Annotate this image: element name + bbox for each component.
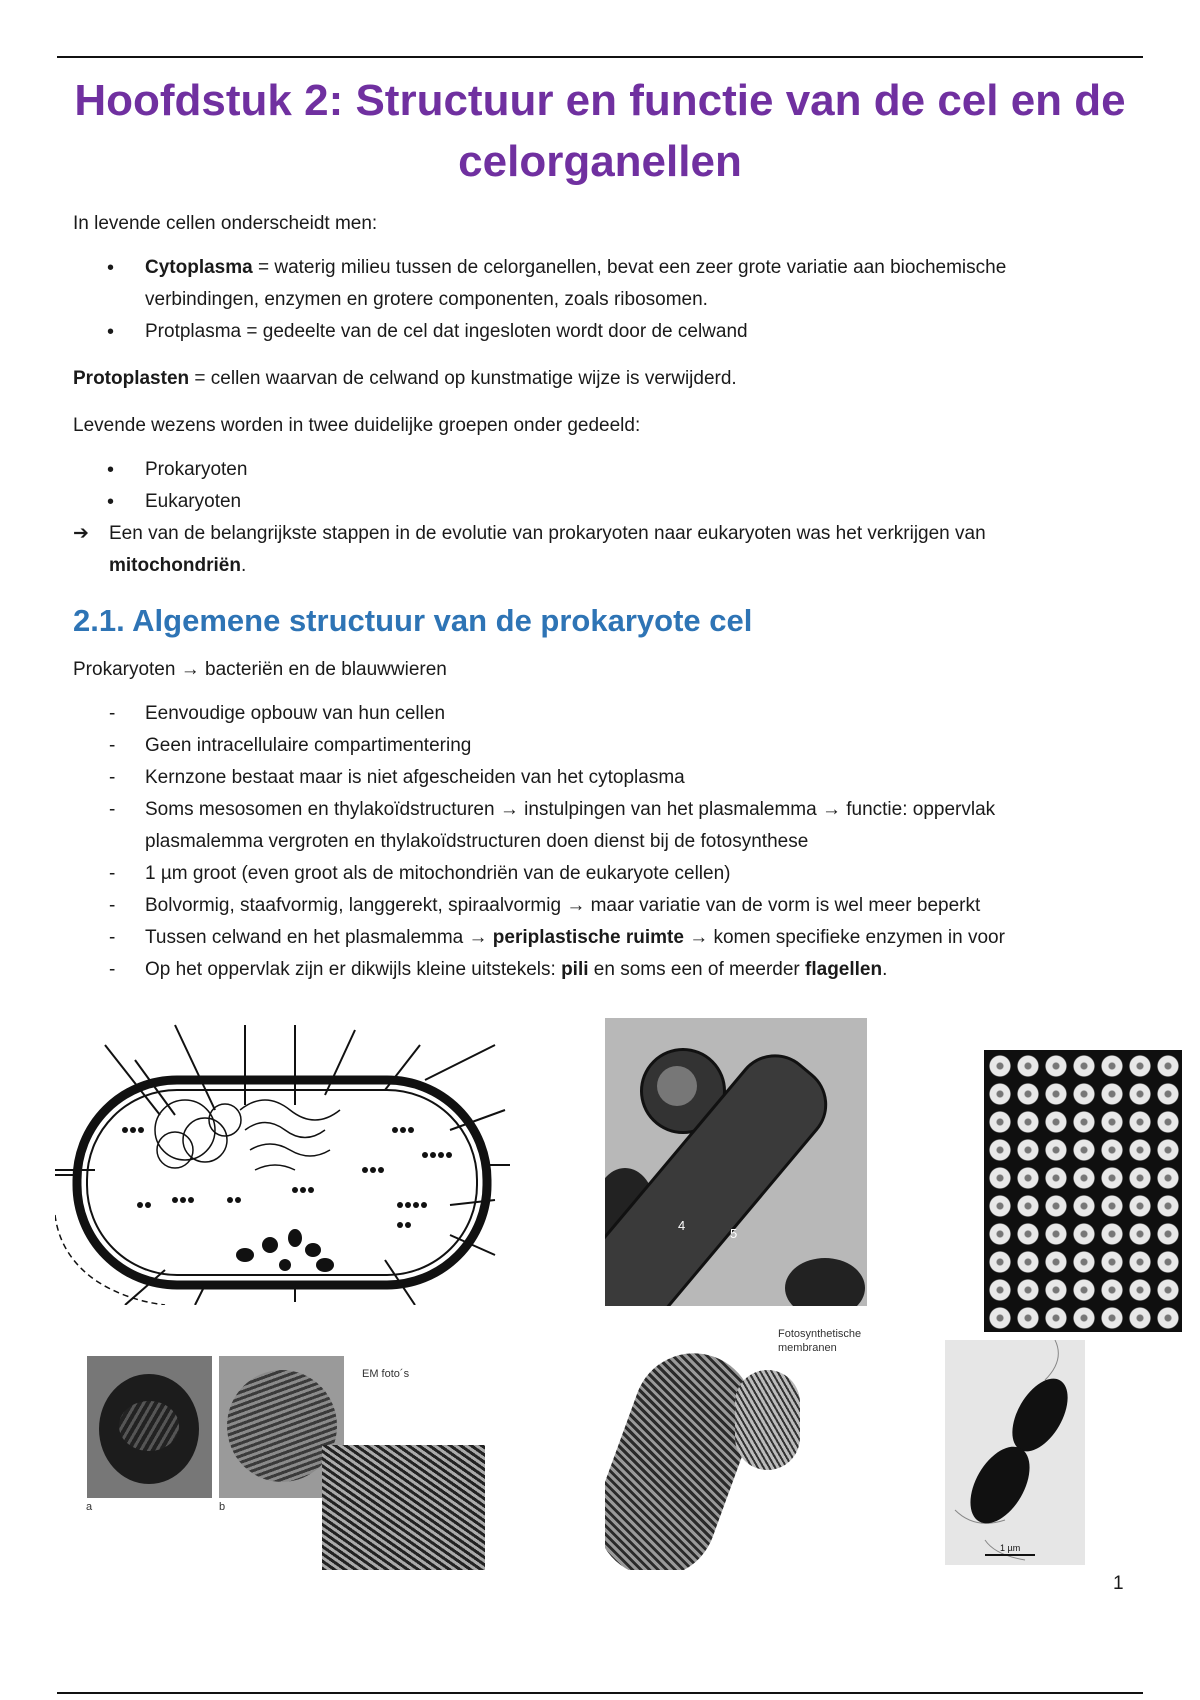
list-item: - Geen intracellulaire compartimentering xyxy=(73,730,1073,762)
list-item xyxy=(73,252,1073,316)
label-a: a xyxy=(86,1501,93,1513)
list-item: • Eukaryoten xyxy=(73,486,1073,518)
top-rule xyxy=(57,56,1143,58)
list-item: - Bolvormig, staafvormig, langgerekt, spiraalvormig → maar variatie van de vorm is wel meer beperkt xyxy=(73,890,1073,922)
text: Op het oppervlak zijn er dikwijls kleine uitstekels: xyxy=(145,959,562,980)
list-item: - Eenvoudige opbouw van hun cellen xyxy=(73,698,1073,730)
list-item xyxy=(73,316,1073,348)
prokaryote-cell-diagram xyxy=(55,1020,515,1305)
label-5: 5 xyxy=(730,1226,738,1241)
em-photo-rod-bacteria xyxy=(605,1018,867,1306)
em-photos-label: EM foto´s xyxy=(362,1368,410,1380)
evolution-note xyxy=(73,518,1073,582)
list-item xyxy=(73,954,1073,986)
list-item: - 1 µm groot (even groot als de mitochondriën van de eukaryote cellen) xyxy=(73,858,1073,890)
definition: = waterig milieu tussen de celorganellen, bevat een zeer grote variatie aan biochemische verbindingen, enzymen en grotere componenten, zoals ribosomen. xyxy=(145,257,1007,310)
page-number: 1 xyxy=(1113,1573,1124,1594)
arrow-icon: ➔ xyxy=(73,523,89,544)
cell-parts-list xyxy=(73,252,1073,348)
em-photo-c xyxy=(322,1445,485,1570)
list-item: - Soms mesosomen en thylakoïdstructuren → instulpingen van het plasmalemma → functie: oppervlak plasmalemma vergroten en thylakoïdstructuren doen dienst bij de fotosynthese xyxy=(73,794,1073,858)
list-item: • Prokaryoten xyxy=(73,454,1073,486)
section-intro: Prokaryoten → bacteriën en de blauwwieren xyxy=(73,659,447,680)
groups-list xyxy=(73,454,1073,518)
document-body xyxy=(73,208,1073,986)
prokaryote-features-list xyxy=(73,698,1073,986)
section-heading: 2.1. Algemene structuur van de prokaryote cel xyxy=(73,603,753,638)
term-protoplasten: Protoplasten xyxy=(73,368,190,389)
page-title: Hoofdstuk 2: Structuur en functie van de cel en de celorganellen xyxy=(74,76,1126,186)
definition: Protplasma = gedeelte van de cel dat ingesloten wordt door de celwand xyxy=(145,321,748,342)
em-photo-flagellated-bacterium xyxy=(945,1340,1085,1565)
term-pili: pili xyxy=(561,959,589,980)
punctuation: . xyxy=(240,555,247,576)
intro-text: In levende cellen onderscheidt men: xyxy=(73,213,378,234)
text: Tussen celwand en het plasmalemma → xyxy=(145,927,493,948)
term-periplastische-ruimte: periplastische ruimte xyxy=(492,927,684,948)
term-mitochondrien: mitochondriën xyxy=(109,555,241,576)
term-flagellen: flagellen xyxy=(805,959,883,980)
scale-bar-label: 1 µm xyxy=(1000,1543,1021,1553)
em-photo-cocci xyxy=(984,1050,1182,1332)
list-item xyxy=(73,922,1073,954)
em-photo-photosynthetic-membranes xyxy=(605,1310,800,1570)
term-cytoplasma: Cytoplasma xyxy=(145,257,253,278)
groups-intro: Levende wezens worden in twee duidelijke groepen onder gedeeld: xyxy=(73,415,641,436)
text: en soms een of meerder xyxy=(588,959,806,980)
bottom-rule xyxy=(57,1692,1143,1694)
definition: = cellen waarvan de celwand op kunstmatige wijze is verwijderd. xyxy=(189,368,737,389)
em-photo-a xyxy=(87,1356,212,1498)
photosynthetic-membranes-label: Fotosynthetische membranen xyxy=(778,1328,862,1354)
text: . xyxy=(882,959,888,980)
protoplasten-paragraph xyxy=(73,363,1073,395)
text: → komen specifieke enzymen in voor xyxy=(683,927,1005,948)
label-4: 4 xyxy=(678,1218,686,1233)
note-text: Een van de belangrijkste stappen in de evolutie van prokaryoten naar eukaryoten was het verkrijgen van xyxy=(109,523,986,544)
list-item: - Kernzone bestaat maar is niet afgescheiden van het cytoplasma xyxy=(73,762,1073,794)
label-b: b xyxy=(219,1501,226,1513)
